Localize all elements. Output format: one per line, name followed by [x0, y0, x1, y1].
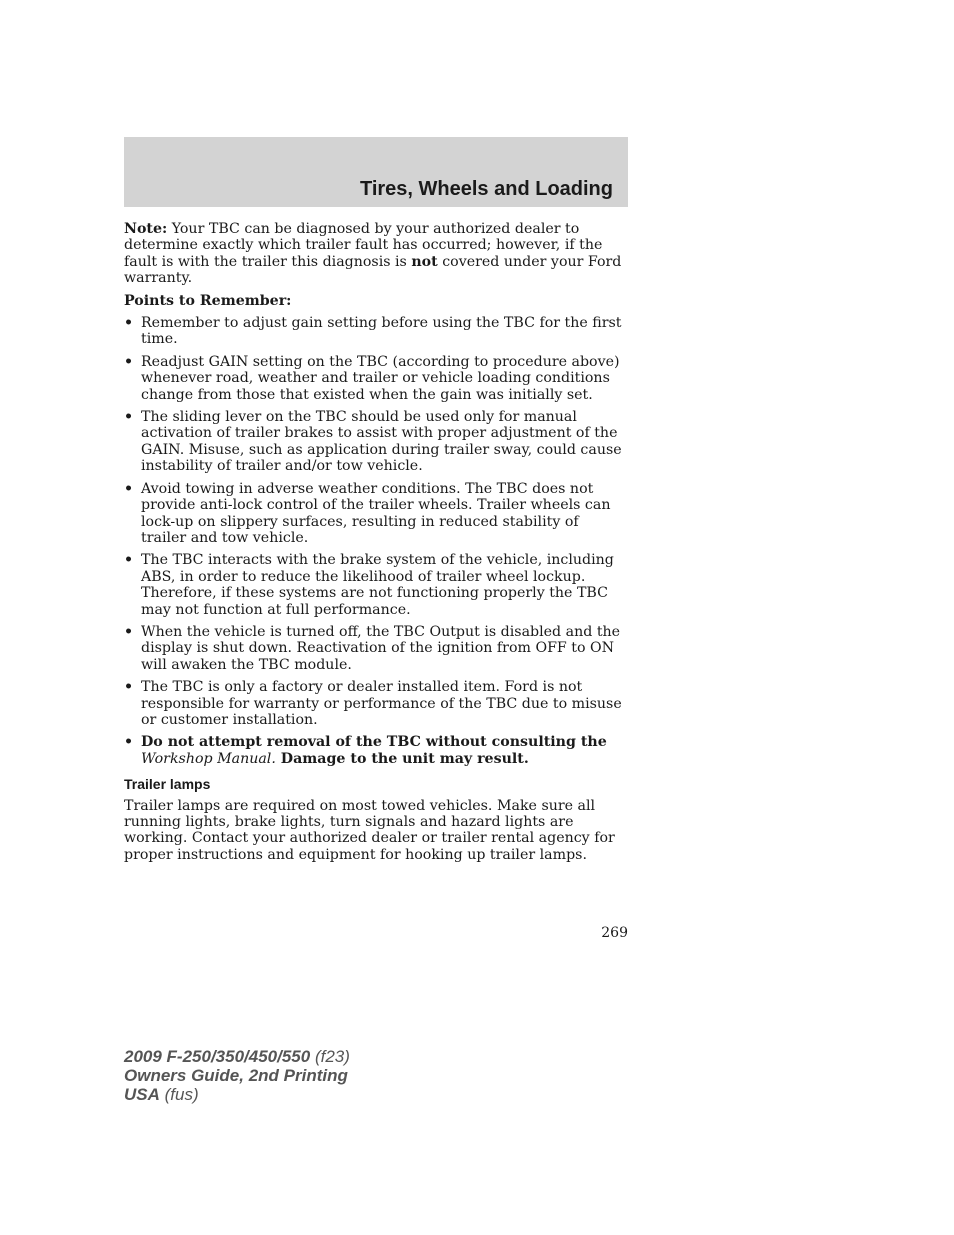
document-footer — [124, 1047, 350, 1104]
workshop-manual-reference: Workshop Manual. — [141, 750, 276, 767]
footer-model: 2009 F-250/350/450/550 — [124, 1047, 311, 1066]
list-item — [124, 354, 628, 403]
list-item — [124, 624, 628, 673]
footer-model-code: (f23) — [310, 1047, 350, 1066]
list-item — [124, 409, 628, 475]
footer-market: USA — [124, 1085, 160, 1104]
note-text-2: covered under your Ford warranty. — [124, 253, 622, 287]
bullet-icon: • — [124, 552, 134, 569]
list-item-text: When the vehicle is turned off, the TBC Output is disabled and the display is shut down. Reactivation of the ignition from OFF to ON will awaken the TBC module. — [141, 623, 621, 673]
points-list — [124, 315, 628, 767]
note-paragraph — [124, 221, 628, 287]
points-heading: Points to Remember: — [124, 292, 292, 309]
list-item — [124, 679, 628, 728]
list-item-text: Avoid towing in adverse weather conditions. The TBC does not provide anti-lock control of the trailer wheels. Trailer wheels can lock-up on slippery surfaces, resulting in reduced stability of trailer and tow vehicle. — [141, 480, 611, 546]
bullet-icon: • — [124, 353, 134, 370]
warning-text-2: Damage to the unit may result. — [275, 750, 529, 767]
bullet-icon: • — [124, 480, 134, 497]
list-item — [124, 315, 628, 348]
bullet-icon: • — [124, 734, 134, 751]
list-item-text: The sliding lever on the TBC should be used only for manual activation of trailer brakes to assist with proper adjustment of the GAIN. Misuse, such as application during trailer sway, could cause instability of trailer and/or tow vehicle. — [141, 409, 622, 475]
list-item — [124, 552, 628, 618]
list-item-text: The TBC interacts with the brake system of the vehicle, including ABS, in order to reduce the likelihood of trailer wheel lockup. Therefore, if these systems are not functioning properly the TBC may not function at full performance. — [141, 552, 614, 618]
section-header-band — [124, 137, 628, 207]
section-title: Tires, Wheels and Loading — [359, 178, 613, 200]
footer-line-market — [124, 1085, 350, 1104]
bullet-icon: • — [124, 623, 134, 640]
bullet-icon: • — [124, 315, 134, 332]
footer-market-code: (fus) — [159, 1085, 199, 1104]
footer-line-edition: Owners Guide, 2nd Printing — [124, 1066, 348, 1085]
list-item — [124, 481, 628, 547]
bullet-icon: • — [124, 409, 134, 426]
page-content — [124, 221, 628, 863]
bullet-icon: • — [124, 679, 134, 696]
trailer-lamps-paragraph: Trailer lamps are required on most towed vehicles. Make sure all running lights, brake lights, turn signals and hazard lights are working. Contact your authorized dealer or trailer rental agency for proper instructions and equipment for hooking up trailer lamps. — [124, 797, 615, 863]
list-item-text: Remember to adjust gain setting before using the TBC for the first time. — [141, 315, 622, 348]
warning-item — [124, 734, 628, 767]
note-label: Note: — [124, 221, 168, 237]
trailer-lamps-heading: Trailer lamps — [124, 776, 211, 793]
warning-text-1: Do not attempt removal of the TBC without consulting the — [141, 734, 607, 751]
list-item-text: Readjust GAIN setting on the TBC (according to procedure above) whenever road, weather and trailer or vehicle loading conditions change from those that existed when the gain was initially set. — [141, 353, 620, 403]
note-text-1: Your TBC can be diagnosed by your authorized dealer to determine exactly which trailer fault has occurred; however, if the fault is with the trailer this diagnosis is — [124, 221, 603, 270]
footer-line-model — [124, 1047, 350, 1066]
page-number: 269 — [601, 925, 628, 941]
note-bold-word: not — [411, 253, 438, 270]
list-item-text: The TBC is only a factory or dealer installed item. Ford is not responsible for warranty or performance of the TBC due to misuse or customer installation. — [141, 679, 622, 728]
